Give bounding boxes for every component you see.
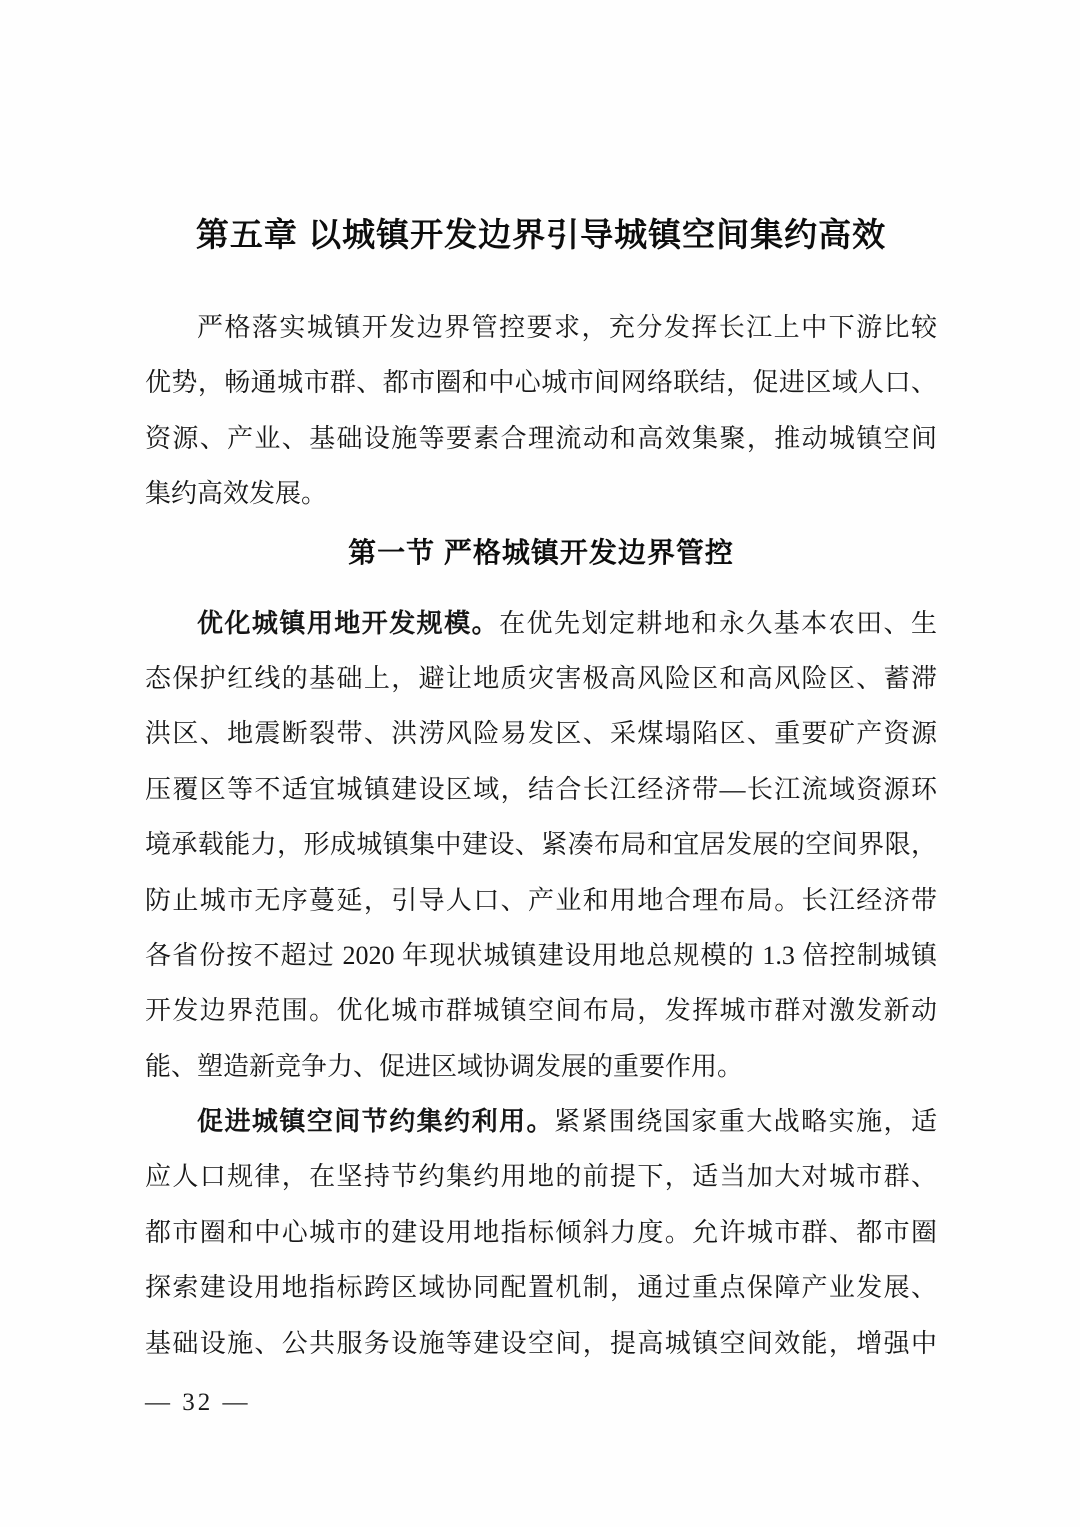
body-text: 压覆区等不适宜城镇建设区域，结合长江经济带—长江流域资源环: [145, 774, 937, 804]
text-line: [145, 706, 937, 761]
text-line: [145, 873, 937, 928]
section-title: 第一节 严格城镇开发边界管控: [348, 536, 734, 568]
body-text: 集约高效发展。: [145, 479, 328, 509]
text-line: [145, 1094, 937, 1149]
paragraph: [145, 596, 937, 1095]
body-text: 在优先划定耕地和永久基本农田、生: [499, 608, 937, 638]
text-line: [145, 596, 937, 651]
bold-lead-text: 促进城镇空间节约集约利用。: [197, 1106, 554, 1137]
text-line: [145, 1260, 937, 1315]
paragraph: [145, 300, 937, 522]
body-text: 紧紧围绕国家重大战略实施，适: [554, 1107, 937, 1137]
body-text: 应人口规律，在坚持节约集约用地的前提下，适当加大对城市群、: [145, 1162, 937, 1192]
body-text: 优势，畅通城市群、都市圈和中心城市间网络联结，促进区域人口、: [145, 368, 937, 398]
body-text: 态保护红线的基础上，避让地质灾害极高风险区和高风险区、蓄滞: [145, 663, 937, 693]
body-text: 都市圈和中心城市的建设用地指标倾斜力度。允许城市群、都市圈: [145, 1217, 937, 1247]
body-text: 基础设施、公共服务设施等建设空间，提高城镇空间效能，增强中: [145, 1328, 937, 1358]
text-line: [145, 817, 937, 872]
text-line: [145, 355, 937, 410]
body-text: 开发边界范围。优化城市群城镇空间布局，发挥城市群对激发新动: [145, 996, 937, 1026]
body-text: 资源、产业、基础设施等要素合理流动和高效集聚，推动城镇空间: [145, 423, 937, 453]
body-text: 境承载能力，形成城镇集中建设、紧凑布局和宜居发展的空间界限，: [145, 830, 937, 860]
text-line: [145, 300, 937, 355]
body-text: 严格落实城镇开发边界管控要求，充分发挥长江上中下游比较: [197, 313, 937, 342]
body-text: 洪区、地震断裂带、洪涝风险易发区、采煤塌陷区、重要矿产资源: [145, 719, 937, 749]
body-text: 防止城市无序蔓延，引导人口、产业和用地合理布局。长江经济带: [145, 885, 937, 915]
chapter-title: 第五章 以城镇开发边界引导城镇空间集约高效: [195, 216, 887, 253]
body-text: 探索建设用地指标跨区域协同配置机制，通过重点保障产业发展、: [145, 1273, 937, 1303]
text-line: [145, 466, 937, 521]
text-line: [145, 1149, 937, 1204]
paragraph: [145, 1094, 937, 1371]
text-line: [145, 411, 937, 466]
text-line: [145, 762, 937, 817]
text-line: [145, 1316, 937, 1371]
bold-lead-text: 优化城镇用地开发规模。: [197, 607, 500, 638]
text-line: [145, 1205, 937, 1260]
body-text: 各省份按不超过 2020 年现状城镇建设用地总规模的 1.3 倍控制城镇: [145, 940, 937, 970]
text-line: [145, 651, 937, 706]
document-body: [145, 300, 937, 1371]
text-line: [145, 983, 937, 1038]
text-line: [145, 1039, 937, 1094]
body-text: 能、塑造新竞争力、促进区域协调发展的重要作用。: [145, 1051, 744, 1081]
text-line: [145, 928, 937, 983]
page-number: — 32 —: [145, 1389, 251, 1417]
